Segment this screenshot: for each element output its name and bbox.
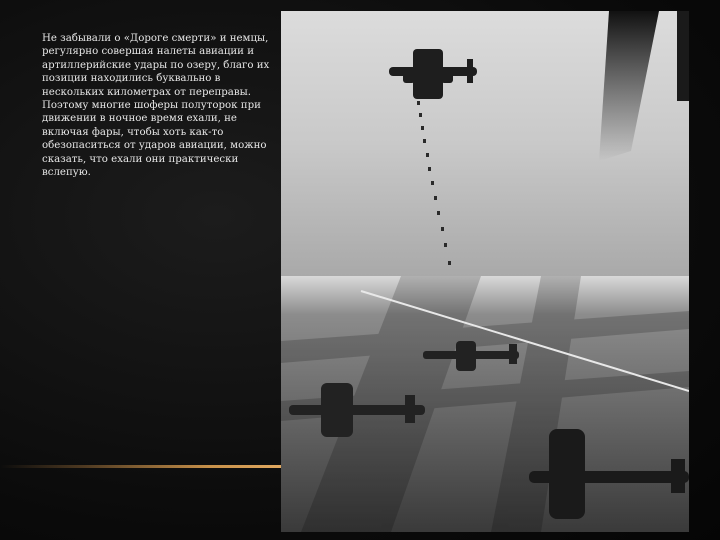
accent-divider (0, 465, 281, 468)
historical-photo (281, 11, 689, 532)
frame-edge (677, 11, 689, 101)
slide-body-text: Не забывали о «Дороге смерти» и немцы, регулярно совершая налеты авиации и артиллерийские удары по озеру, благо их позиции находились буквально в нескольких километрах от переправы. Поэтому многие шоферы полуторок при движении в ночное время ехали, не включая фары, чтобы хоть как-то обезопаситься от ударов авиации, можно сказать, что ехали они практически вслепую. (42, 33, 270, 179)
